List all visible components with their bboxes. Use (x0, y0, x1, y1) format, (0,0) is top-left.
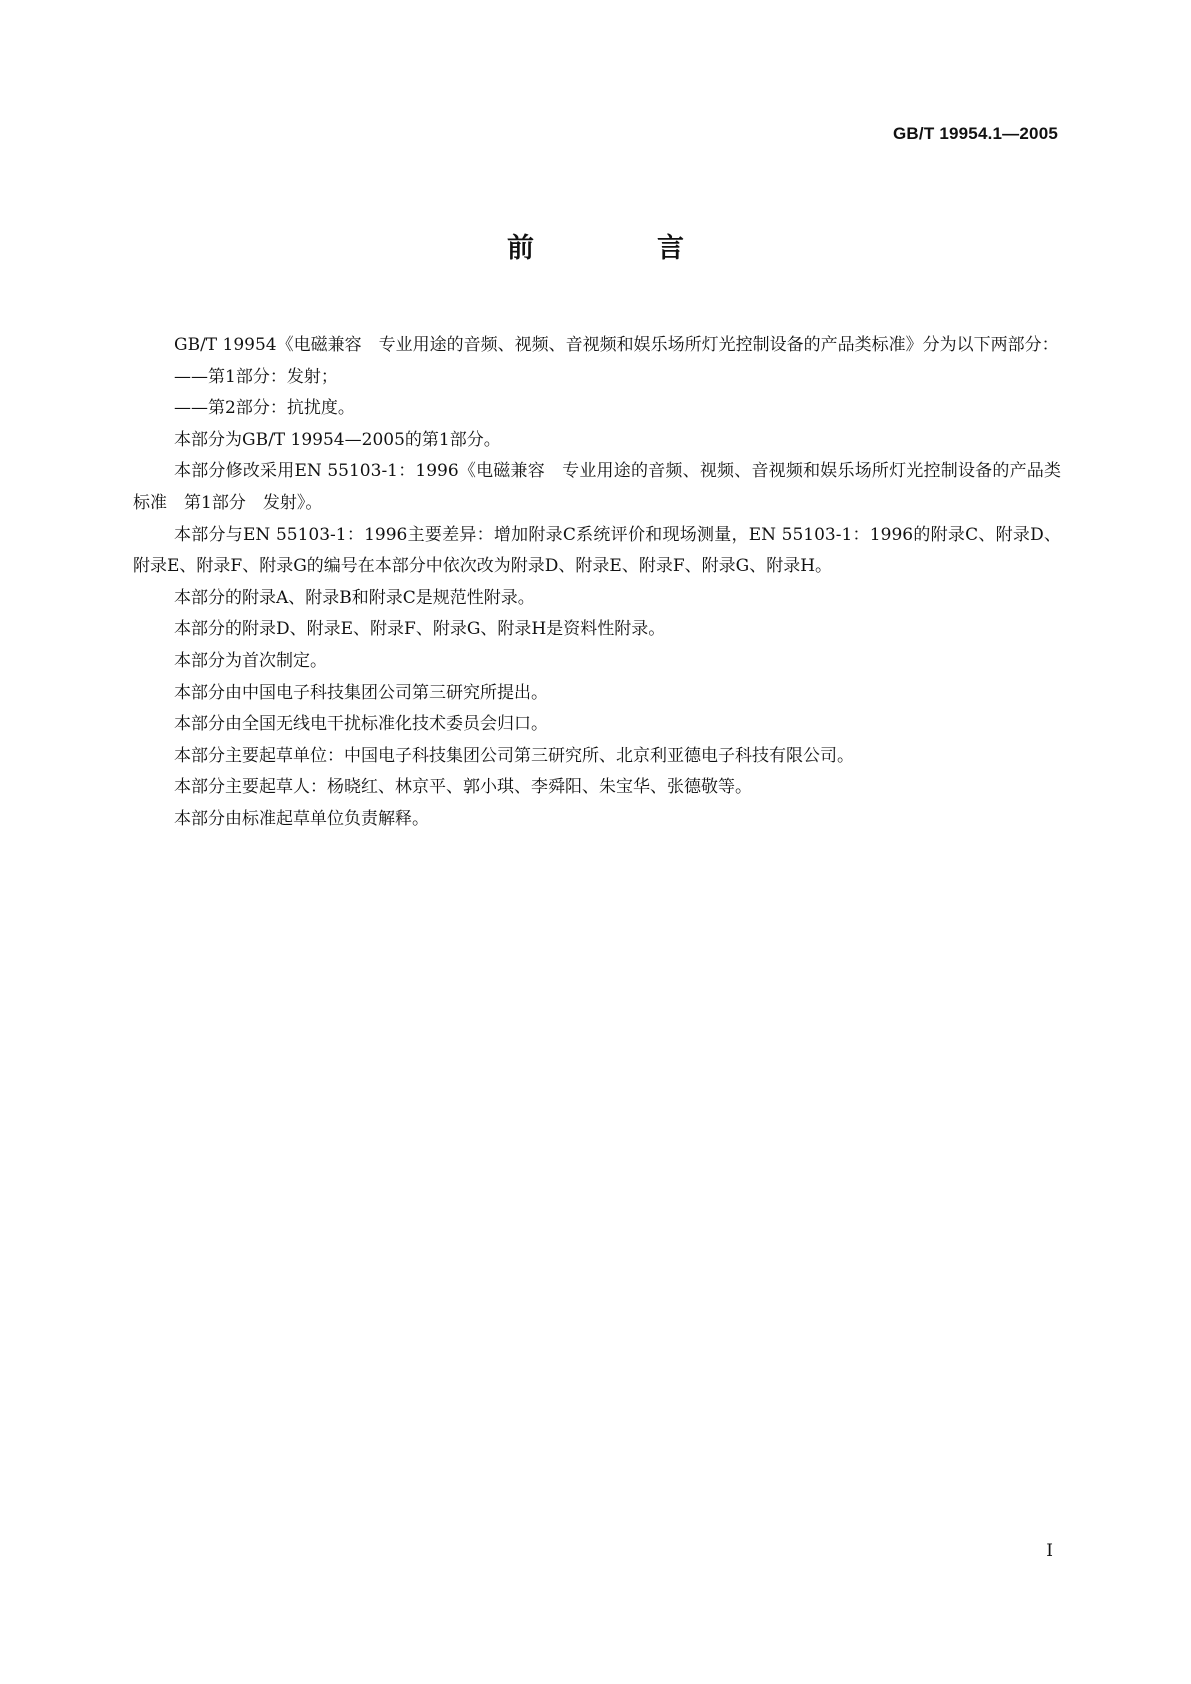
standard-code: GB/T 19954.1—2005 (893, 124, 1058, 143)
paragraph-normative-annexes: 本部分的附录A、附录B和附录C是规范性附录。 (174, 587, 535, 608)
list-item-part-1: ——第1部分：发射； (174, 366, 338, 387)
paragraph-informative-annexes: 本部分的附录D、附录E、附录F、附录G、附录H是资料性附录。 (174, 619, 666, 640)
paragraph-proposed-by: 本部分由中国电子科技集团公司第三研究所提出。 (174, 682, 548, 703)
paragraph-under-jurisdiction: 本部分由全国无线电干扰标准化技术委员会归口。 (174, 714, 548, 735)
foreword-body (133, 330, 1061, 836)
paragraph-first-edition: 本部分为首次制定。 (174, 650, 327, 671)
page-title: 前 言 (507, 233, 732, 264)
paragraph-interpretation: 本部分由标准起草单位负责解释。 (174, 808, 429, 829)
paragraph-part-of: 本部分为GB/T 19954—2005的第1部分。 (174, 429, 501, 450)
list-item-part-2: ——第2部分：抗扰度。 (174, 398, 355, 419)
paragraph-intro: GB/T 19954《电磁兼容 专业用途的音频、视频、音视频和娱乐场所灯光控制设备的产品类标准》分为以下两部分： (174, 335, 1059, 355)
paragraph-drafting-units: 本部分主要起草单位：中国电子科技集团公司第三研究所、北京利亚德电子科技有限公司。 (174, 745, 854, 766)
paragraph-drafters: 本部分主要起草人：杨晓红、林京平、郭小琪、李舜阳、朱宝华、张德敬等。 (174, 777, 752, 798)
paragraph-differences: 本部分与EN 55103-1：1996主要差异：增加附录C系统评价和现场测量，EN 55103-1：1996的附录C、附录D、附录E、附录F、附录G的编号在本部分中依次改为附录D、附录E、附录F、附录G、附录H。 (133, 524, 1061, 577)
paragraph-adoption: 本部分修改采用EN 55103-1：1996《电磁兼容 专业用途的音频、视频、音视频和娱乐场所灯光控制设备的产品类标准 第1部分 发射》。 (133, 461, 1061, 513)
page-number: I (1046, 1541, 1053, 1561)
